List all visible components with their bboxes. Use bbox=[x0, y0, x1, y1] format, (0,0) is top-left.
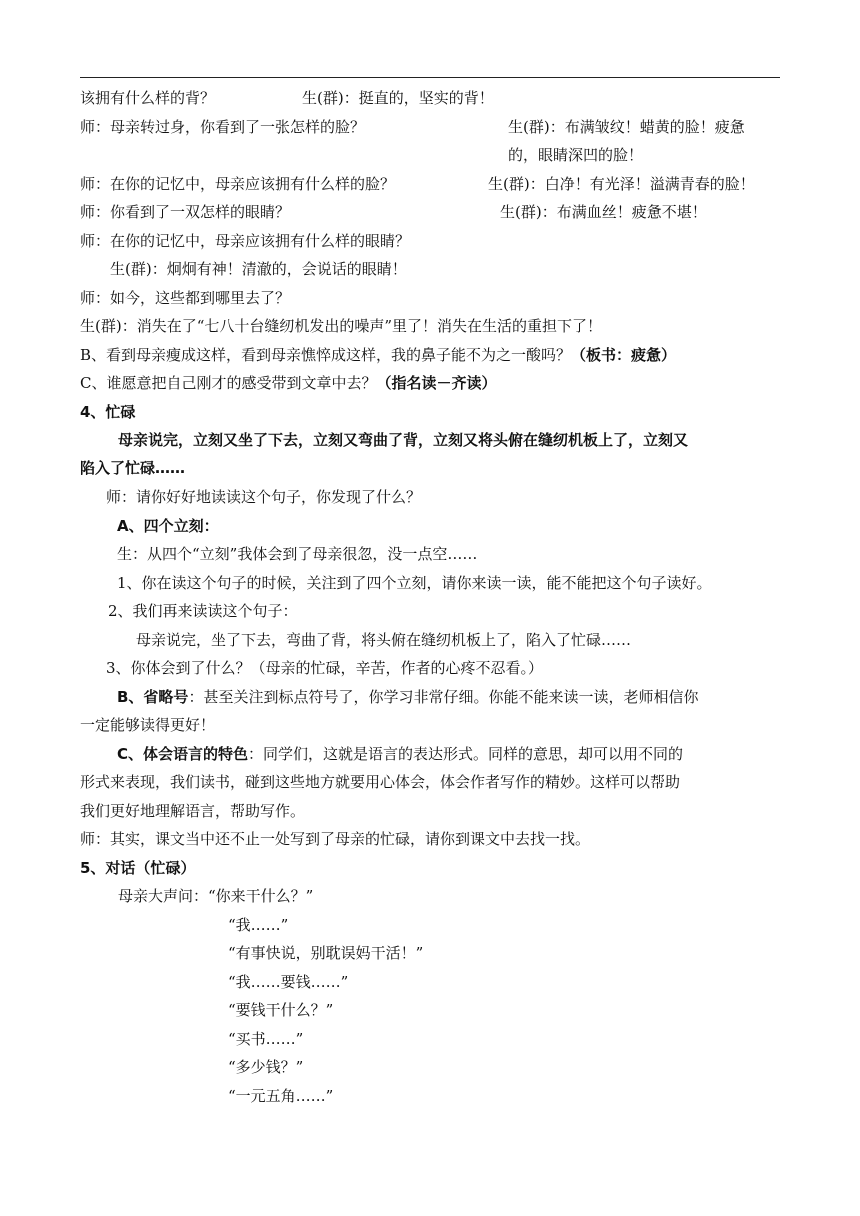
dialogue-line: “有事快说，别耽误妈干活！” bbox=[228, 944, 424, 962]
text-line: 生(群)：白净！有光泽！溢满青春的脸！ bbox=[488, 175, 755, 193]
text-line: 的，眼睛深凹的脸！ bbox=[508, 146, 644, 164]
section-heading: 5、对话（忙碌） bbox=[80, 859, 196, 877]
header-rule bbox=[80, 77, 780, 78]
reading-note: （指名读－齐读） bbox=[376, 374, 497, 392]
text-line: 生(群)：布满皱纹！蜡黄的脸！疲惫 bbox=[508, 118, 745, 136]
text-line bbox=[80, 373, 497, 393]
text-line: 1、你在读这个句子的时候，关注到了四个立刻，请你来读一读，能不能把这个句子读好。 bbox=[117, 574, 712, 592]
text-line: 师：如今，这些都到哪里去了？ bbox=[80, 289, 291, 307]
text-line: 师：在你的记忆中，母亲应该拥有什么样的脸？ bbox=[80, 175, 396, 193]
dialogue-line: “买书……” bbox=[228, 1030, 304, 1048]
sub-heading: C、体会语言的特色 bbox=[117, 745, 249, 763]
dialogue-line: “多少钱？” bbox=[228, 1058, 304, 1076]
text-line: 一定能够读得更好！ bbox=[80, 716, 216, 734]
text-span: C、谁愿意把自己刚才的感受带到文章中去？ bbox=[80, 374, 377, 392]
text-line: 生(群)：挺直的，坚实的背！ bbox=[302, 89, 494, 107]
dialogue-line: “要钱干什么？” bbox=[228, 1001, 334, 1019]
section-heading: 4、忙碌 bbox=[80, 403, 136, 421]
text-line: 生(群)：消失在了“七八十台缝纫机发出的噪声”里了！消失在生活的重担下了！ bbox=[80, 317, 603, 335]
text-line: 生(群)：炯炯有神！清澈的，会说话的眼睛！ bbox=[110, 260, 407, 278]
text-line bbox=[80, 345, 676, 365]
dialogue-line: “一元五角……” bbox=[228, 1087, 334, 1105]
sub-heading: A、四个立刻： bbox=[117, 517, 219, 535]
text-line: 该拥有什么样的背？ bbox=[80, 89, 216, 107]
sub-heading: B、省略号 bbox=[117, 688, 189, 706]
text-line: 生：从四个“立刻”我体会到了母亲很忽，没一点空…… bbox=[117, 545, 478, 563]
quote-line: 陷入了忙碌…… bbox=[80, 459, 186, 477]
text-line: 师：你看到了一双怎样的眼睛？ bbox=[80, 203, 291, 221]
text-line: 师：母亲转过身，你看到了一张怎样的脸？ bbox=[80, 118, 366, 136]
text-line: 母亲说完，坐了下去，弯曲了背，将头俯在缝纫机板上了，陷入了忙碌…… bbox=[136, 631, 632, 649]
text-line: 师：在你的记忆中，母亲应该拥有什么样的眼睛？ bbox=[80, 232, 411, 250]
text-line: 生(群)：布满血丝！疲惫不堪！ bbox=[500, 203, 707, 221]
text-line: 3、你体会到了什么？（母亲的忙碌，辛苦，作者的心疼不忍看。） bbox=[106, 659, 544, 677]
text-span: ：甚至关注到标点符号了，你学习非常仔细。你能不能来读一读，老师相信你 bbox=[188, 688, 699, 706]
dialogue-line: “我……要钱……” bbox=[228, 973, 349, 991]
dialogue-line: “我……” bbox=[228, 916, 289, 934]
text-line: 师：请你好好地读读这个句子，你发现了什么？ bbox=[106, 488, 422, 506]
text-line: 我们更好地理解语言，帮助写作。 bbox=[80, 802, 306, 820]
dialogue-line: 母亲大声问：“你来干什么？” bbox=[118, 887, 314, 905]
board-note: （板书：疲惫） bbox=[571, 346, 677, 364]
text-line: 师：其实，课文当中还不止一处写到了母亲的忙碌，请你到课文中去找一找。 bbox=[80, 830, 591, 848]
quote-line: 母亲说完，立刻又坐了下去，立刻又弯曲了背，立刻又将头俯在缝纫机板上了，立刻又 bbox=[118, 431, 689, 449]
text-line: 形式来表现，我们读书，碰到这些地方就要用心体会，体会作者写作的精妙。这样可以帮助 bbox=[80, 773, 681, 791]
text-line bbox=[117, 744, 683, 764]
text-line: 2、我们再来读读这个句子： bbox=[108, 602, 298, 620]
text-line bbox=[117, 687, 698, 707]
text-span: ：同学们，这就是语言的表达形式。同样的意思，却可以用不同的 bbox=[248, 745, 684, 763]
text-span: B、看到母亲瘦成这样，看到母亲憔悴成这样，我的鼻子能不为之一酸吗？ bbox=[80, 346, 572, 364]
